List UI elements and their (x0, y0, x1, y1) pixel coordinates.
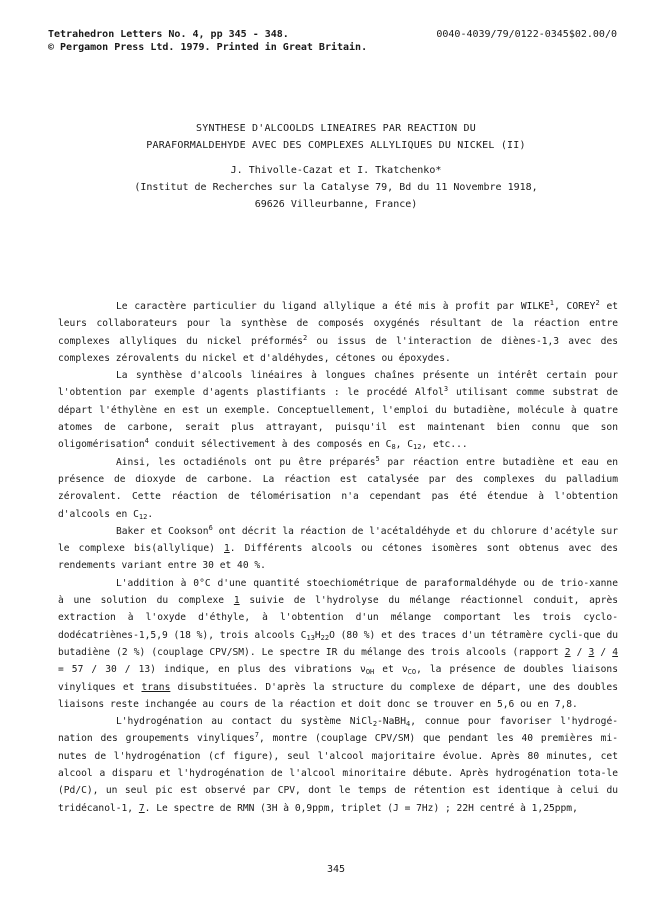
journal-header (48, 28, 367, 54)
compound-number: 1 (233, 595, 240, 607)
authors: J. Thivolle-Cazat et I. Tkatchenko* (230, 165, 442, 176)
ref-marker: 4 (144, 437, 149, 446)
ref-marker: 1 (549, 299, 554, 307)
article-body (58, 298, 618, 817)
affiliation-line-2: 69626 Villeurbanne, France) (254, 199, 418, 210)
ref-marker: 7 (254, 731, 259, 740)
ref-marker: 5 (375, 454, 380, 463)
affiliation-line-1: (Institut de Recherches sur la Catalyse 79, Bd du 11 Novembre 1918, (134, 182, 538, 193)
page-number: 345 (326, 864, 346, 875)
title-block (0, 120, 672, 213)
title-line-2: PARAFORMALDEHYDE AVEC DES COMPLEXES ALLYLIQUES DU NICKEL (II) (146, 140, 526, 151)
compound-number: 3 (588, 646, 595, 658)
paragraph-6: L'hydrogénation au contact du système NiCl$_2$-NaBH$_4$, connue pour favoriser l'hydrogé-nation des groupements vinyliques$^7$, montre (couplage CPV/SM) que pendant les 40 premières mi-nutes de l'hydrogénation (cf figure), seul l'alcool majoritaire évolue. Après 80 minutes, cet alcool a disparu et l'hydrogénation de l'alcool minoritaire débute. Après hydrogénation tota-le (Pd/C), un seul pic est observé par CPV, dont le temps de rétention est identique à celui du tridécanol-1, 7. Le spectre de RMN (3H à 0,9ppm, triplet (J = 7Hz) ; 22H centré à 1,25ppm, (58, 716, 619, 814)
compound-number: 2 (564, 646, 571, 658)
compound-number: 1 (224, 543, 230, 555)
paragraph-3: Ainsi, les octadiénols ont pu être préparés$^5$ par réaction entre butadiène et eau en présence de dioxyde de carbone. La réaction est catalysée par des complexes du palladium zérovalent. Cette réaction de télomérisation n'a cependant pas été étendue à l'obtention d'alcools en $C_{12}$. (58, 454, 618, 521)
paragraph-1: Le caractère particulier du ligand allylique a été mis à profit par WILKE$^1$, COREY$^2$ et leurs collaborateurs pour la synthèse de composés oxygénés résultant de la réaction entre complexes allyliques du nickel préformés$^2$ ou issus de l'interaction de diènes-1,3 avec des complexes zérovalents du nickel et d'aldéhydes, cétones ou époxydes. (58, 299, 618, 364)
paragraph-5: L'addition à 0°C d'une quantité stoechiométrique de paraformaldéhyde ou de trio-xanne à une solution du complexe 1 suivie de l'hydrolyse du mélange réactionnel conduit, après extraction à l'oxyde d'éthyle, à l'obtention d'un mélange comportant les trois cyclo-dodécatriènes-1,5,9 (18 %), trois alcools $C_{13}H_{22}O$ (80 %) et des traces d'un tétramère cycli-que du butadiène (2 %) (couplage CPV/SM). Le spectre IR du mélange des trois alcools (rapport 2 / 3 / 4 = 57 / 30 / 13) indique, en plus des vibrations $\nu_{OH}$ et $\nu_{CO}$, la présence de doubles liaisons vinyliques et trans disubstituées. D'après la structure du complexe de départ, une des doubles liaisons reste inchangée au cours de la réaction et doit donc se trouver en 5,6 ou en 7,8. (58, 577, 619, 710)
article-code: 0040-4039/79/0122-0345$02.00/0 (436, 29, 617, 40)
compound-number: 4 (612, 646, 618, 658)
ref-marker: 2 (302, 333, 308, 342)
paragraph-4: Baker et Cookson$^6$ ont décrit la réaction de l'acétaldéhyde et du chlorure d'acétyle sur le complexe bis(allylique) 1. Différents alcools ou cétones isomères sont obtenus avec des rendements variant entre 30 et 40 %. (58, 523, 619, 572)
journal-citation: Tetrahedron Letters No. 4, pp 345 - 348. (48, 29, 289, 40)
title-line-1: SYNTHESE D'ALCOOLDS LINEAIRES PAR REACTION DU (196, 123, 476, 134)
ref-marker: 3 (443, 385, 449, 394)
copyright-line: © Pergamon Press Ltd. 1979. Printed in Great Britain. (48, 42, 368, 53)
trans-term: trans (141, 681, 171, 693)
compound-number: 7 (138, 802, 145, 814)
ref-marker: 6 (208, 523, 213, 532)
ref-marker: 2 (595, 299, 600, 307)
paragraph-2: La synthèse d'alcools linéaires à longues chaînes présente un intérêt certain pour l'obtention par exemple d'agents plastifiants : le procédé Alfol$^3$ utilisant comme substrat de départ l'éthylène en est un exemple. Conceptuellement, l'emploi du butadiène, molécule à quatre atomes de carbone, serait plus attrayant, puisqu'il est maintenant bien connu que son oligomérisation$^4$ conduit sélectivement à des composés en $C_8$, $C_{12}$, etc... (58, 370, 618, 452)
